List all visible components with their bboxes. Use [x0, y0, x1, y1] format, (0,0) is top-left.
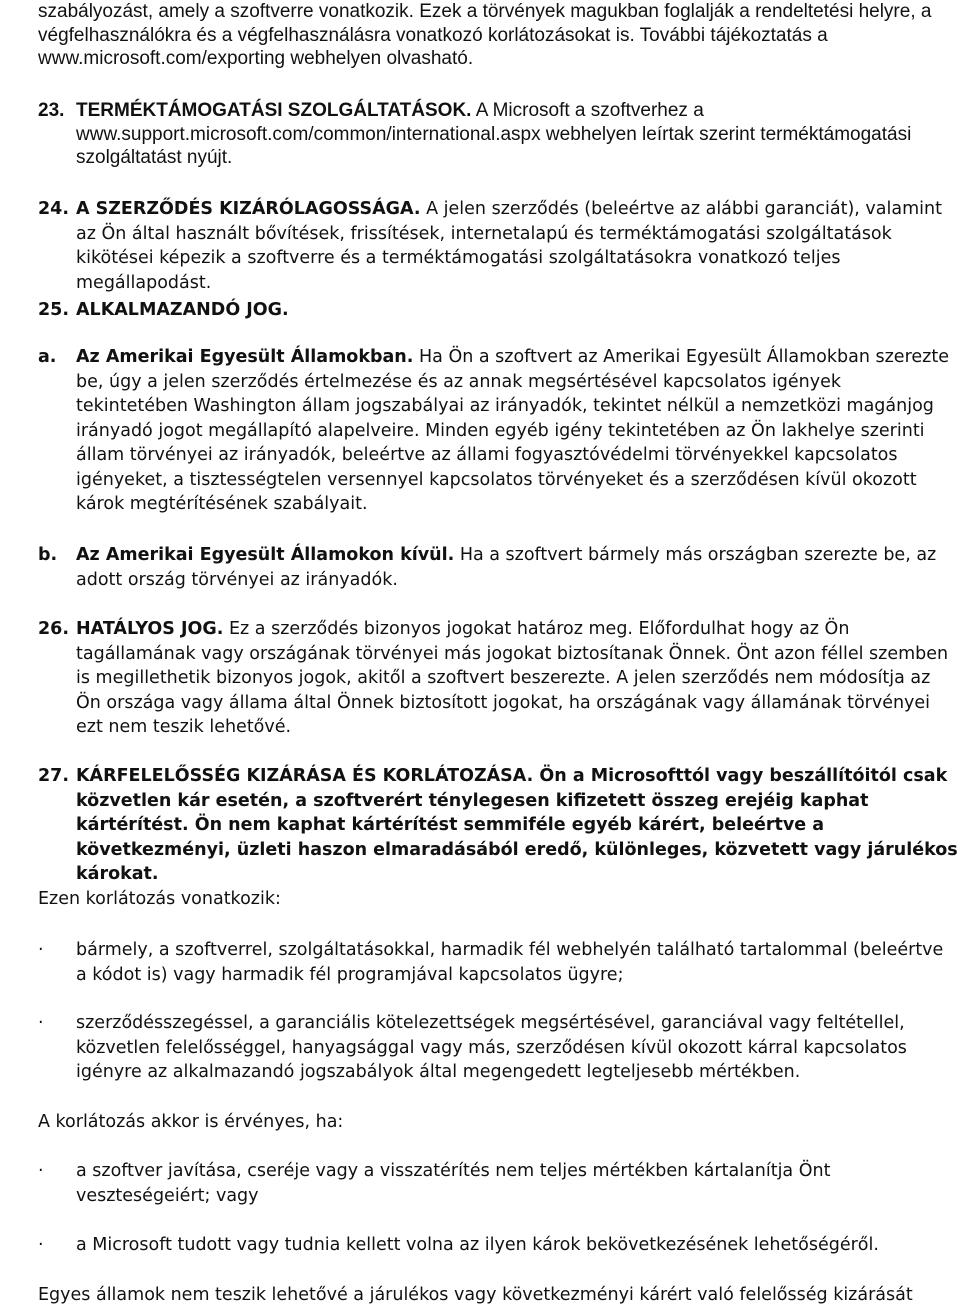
subsection-text: Ha Ön a szoftvert az Amerikai Egyesült Államokban szerezte be, úgy a jelen szerződés értelmezése és az annak megsértésével kapcsolatos igények tekintetében Washington állam jogszabályai az irányadók, tekintet nélkül a nemzetközi magánjog irányadó jogot megállapító alapelveire. Minden egyéb igény tekintetében az Ön lakhelye szerinti állam törvényei az irányadók, beleértve az állami fogyasztóvédelmi törvényekkel kapcsolatos igényeket, a tisztességtelen versennyel kapcsolatos törvényeket és a szerződésen kívül okozott károk megtérítésének szabályait. [76, 347, 949, 514]
subsection-letter: b. [38, 545, 58, 565]
section-text: A jelen szerződés (beleértve az alábbi garanciát), valamint az Ön által használt bővítések, frissítések, internetalapú és terméktámogatási szolgáltatások kikötései képezik a szoftverre és a terméktámogatási szolgáltatásokra vonatkozó teljes megállapodást. [76, 199, 942, 293]
limitation-intro: Ezen korlátozás vonatkozik: [38, 889, 281, 909]
validity-item [38, 1233, 954, 1258]
intro-text: szabályozást, amely a szoftverre vonatkozik. Ezek a törvények magukban foglalják a rendeltetési helyre, a végfelhasználókra és a végfelhasználásra vonatkozó korlátozásokat is. További tájékoztatás a [38, 1, 932, 46]
intro-paragraph [38, 0, 938, 71]
section-title: KÁRFELELŐSSÉG KIZÁRÁSA ÉS KORLÁTOZÁSA. [76, 766, 534, 786]
validity-intro: A korlátozás akkor is érvényes, ha: [38, 1112, 344, 1132]
subsection-body [76, 543, 954, 592]
section-number: 27. [38, 766, 70, 786]
section-number: 25. [38, 300, 70, 320]
subsection-letter: a. [38, 347, 57, 367]
section-25 [38, 298, 954, 323]
limitation-item [38, 1011, 954, 1085]
bullet-icon: · [38, 1161, 44, 1181]
list-item-text: szerződésszegéssel, a garanciális kötelezettségek megsértésével, garanciával vagy feltétellel, közvetlen felelősséggel, hanyagsággal vagy más, szerződésen kívül okozott kárral kapcsolatos igényre az alkalmazandó jogszabályok által megengedett legteljesebb mértékben. [76, 1013, 907, 1082]
section-text-end: webhelyen leírtak szerint terméktámogatási szolgáltatást nyújt. [76, 123, 912, 168]
section-23 [38, 99, 954, 170]
section-body [76, 99, 954, 170]
section-title: A SZERZŐDÉS KIZÁRÓLAGOSSÁGA. [76, 199, 421, 219]
section-text: Ön a Microsofttól vagy beszállítóitól csak közvetlen kár esetén, a szoftverért ténylegesen kifizetett összeg erejéig kaphat kártérítést. Ön nem kaphat kártérítést semmiféle egyéb kárért, beleértve a következményi, üzleti haszon elmaradásából eredő, különleges, közvetett vagy járulékos károkat. [76, 766, 958, 884]
section-25a [38, 345, 954, 517]
section-24 [38, 197, 954, 295]
list-item-text: a Microsoft tudott vagy tudnia kellett volna az ilyen károk bekövetkezésének lehetőségéről. [76, 1235, 879, 1255]
section-text: A Microsoft a szoftverhez a [475, 100, 704, 121]
subsection-title: Az Amerikai Egyesült Államokon kívül. [76, 545, 455, 565]
section-number: 26. [38, 619, 70, 639]
support-link[interactable]: www.support.microsoft.com/common/international.aspx [76, 123, 541, 145]
intro-text-end: webhelyen olvasható. [290, 48, 474, 69]
section-number: 24. [38, 199, 70, 219]
bullet-icon: · [38, 1235, 44, 1255]
section-27 [38, 764, 960, 887]
bullet-icon: · [38, 1013, 44, 1033]
section-body [76, 617, 954, 740]
subsection-title: Az Amerikai Egyesült Államokban. [76, 347, 414, 367]
exporting-link[interactable]: www.microsoft.com/exporting [38, 48, 286, 69]
subsection-text: Ha a szoftvert bármely más országban szerezte be, az adott ország törvényei az irányadók. [76, 545, 937, 590]
list-item-text: bármely, a szoftverrel, szolgáltatásokkal, harmadik fél webhelyén található tartalommal (beleértve a kódot is) vagy harmadik fél programjával kapcsolatos ügyre; [76, 940, 944, 985]
validity-item [38, 1159, 954, 1208]
bullet-icon: · [38, 940, 44, 960]
subsection-body [76, 345, 954, 517]
section-body [76, 764, 960, 887]
section-number: 23. [38, 100, 65, 121]
section-text: Ez a szerződés bizonyos jogokat határoz meg. Előfordulhat hogy az Ön tagállamának vagy országának törvényei más jogokat biztosítanak Önnek. Önt azon féllel szemben is megillethetik bizonyos jogok, akitől a szoftvert beszerezte. A jelen szerződés nem módosítja az Ön országa vagy állama által Önnek biztosított jogokat, ha országának vagy államának törvényei ezt nem teszik lehetővé. [76, 619, 949, 737]
section-title: ALKALMAZANDÓ JOG. [76, 300, 289, 320]
section-body [76, 197, 954, 295]
section-25b [38, 543, 954, 592]
list-item-text: a szoftver javítása, cseréje vagy a visszatérítés nem teljes mértékben kártalanítja Önt veszteségeiért; vagy [76, 1161, 831, 1206]
section-26 [38, 617, 954, 740]
limitation-item [38, 938, 954, 987]
section-title: HATÁLYOS JOG. [76, 619, 224, 639]
section-title: TERMÉKTÁMOGATÁSI SZOLGÁLTATÁSOK. [76, 100, 472, 121]
closing-line: Egyes államok nem teszik lehetővé a járulékos vagy következményi kárért való felelősség kizárását [38, 1285, 913, 1305]
